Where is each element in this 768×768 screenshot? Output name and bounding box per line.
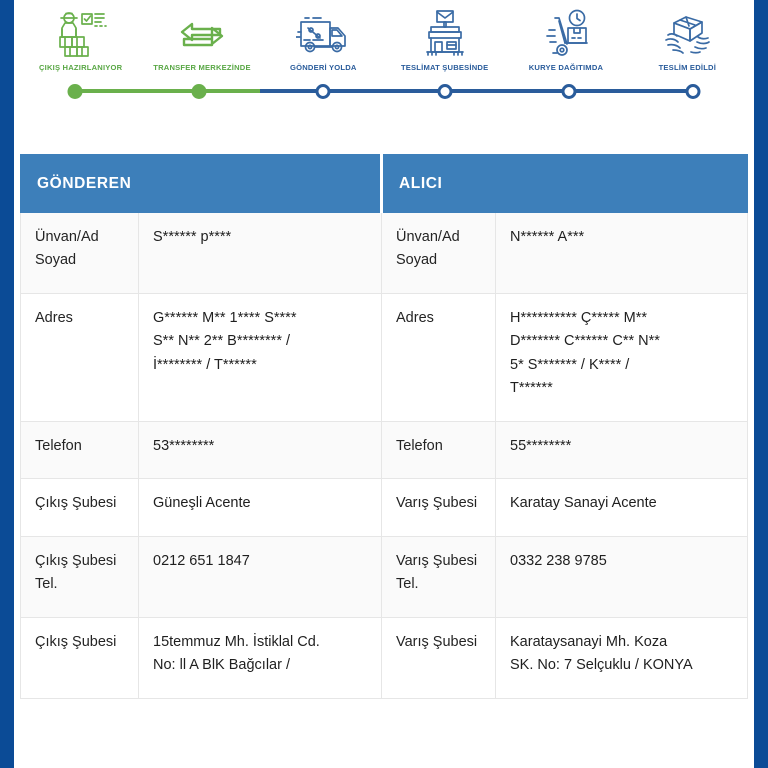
cell-receiver-value: H********** Ç***** M** D******* C****** C** N** 5* S******* / K**** / T****** (496, 293, 748, 421)
post-office-building-icon (419, 6, 471, 62)
tracker-step-gonderi-yolda[interactable] (263, 0, 384, 72)
tracker-step-teslimat-subesinde[interactable] (384, 0, 505, 72)
tracker-steps (20, 0, 748, 118)
cell-receiver-value: 0332 238 9785 (496, 536, 748, 617)
tracker-step-kurye-dagitimda[interactable] (505, 0, 626, 72)
package-handover-icon (660, 6, 714, 62)
cell-sender-value: Güneşli Acente (139, 479, 382, 536)
shipment-details-table-wrap (20, 154, 748, 699)
cell-sender-label: Telefon (21, 421, 139, 478)
tracker-step-cikis-hazirlaniyor[interactable] (20, 0, 141, 72)
table-row (21, 479, 748, 536)
delivery-truck-icon (296, 6, 350, 62)
tracker-step-label: TESLİM EDİLDİ (658, 63, 717, 72)
table-row (21, 421, 748, 478)
cell-receiver-label: Ünvan/Ad Soyad (382, 213, 496, 294)
page-frame-right (754, 0, 768, 768)
header-receiver: ALICI (382, 155, 748, 213)
transfer-arrows-icon (176, 6, 228, 62)
cell-receiver-label: Telefon (382, 421, 496, 478)
shipment-details-table (20, 154, 748, 699)
shipment-progress-tracker (14, 0, 754, 118)
cell-receiver-label: Varış Şubesi (382, 479, 496, 536)
table-row (21, 617, 748, 698)
cell-sender-value: 0212 651 1847 (139, 536, 382, 617)
cell-receiver-value: 55******** (496, 421, 748, 478)
cell-receiver-label: Adres (382, 293, 496, 421)
hand-truck-clock-icon (539, 6, 593, 62)
worker-boxes-checklist-icon (54, 6, 108, 62)
tracker-step-label: KURYE DAĞITIMDA (528, 63, 604, 72)
tracker-step-label: TESLİMAT ŞUBESİNDE (400, 63, 489, 72)
tracker-step-label: ÇIKIŞ HAZIRLANIYOR (38, 63, 123, 72)
cell-receiver-value: N****** A*** (496, 213, 748, 294)
cell-receiver-label: Varış Şubesi (382, 617, 496, 698)
tracker-step-transfer-merkezinde[interactable] (141, 0, 262, 72)
table-row (21, 293, 748, 421)
table-header-row (21, 155, 748, 213)
tracker-step-teslim-edildi[interactable] (627, 0, 748, 72)
tracker-step-label: TRANSFER MERKEZİNDE (153, 63, 251, 72)
cell-sender-value: 53******** (139, 421, 382, 478)
cell-receiver-value: Karataysanayi Mh. Koza SK. No: 7 Selçuklu / KONYA (496, 617, 748, 698)
cell-sender-label: Çıkış Şubesi Tel. (21, 536, 139, 617)
header-sender: GÖNDEREN (21, 155, 382, 213)
table-row (21, 213, 748, 294)
tracker-step-label: GÖNDERİ YOLDA (290, 63, 357, 72)
cell-sender-label: Çıkış Şubesi (21, 479, 139, 536)
cell-receiver-value: Karatay Sanayi Acente (496, 479, 748, 536)
cell-sender-label: Çıkış Şubesi (21, 617, 139, 698)
page-frame-left (0, 0, 14, 768)
cell-sender-value: G****** M** 1**** S**** S** N** 2** B******** / İ******** / T****** (139, 293, 382, 421)
table-body (21, 213, 748, 699)
cell-sender-label: Ünvan/Ad Soyad (21, 213, 139, 294)
cell-sender-value: S****** p**** (139, 213, 382, 294)
cell-sender-label: Adres (21, 293, 139, 421)
table-row (21, 536, 748, 617)
cell-sender-value: 15temmuz Mh. İstiklal Cd. No: ll A BlK Bağcılar / (139, 617, 382, 698)
page-content (14, 0, 754, 768)
cell-receiver-label: Varış Şubesi Tel. (382, 536, 496, 617)
